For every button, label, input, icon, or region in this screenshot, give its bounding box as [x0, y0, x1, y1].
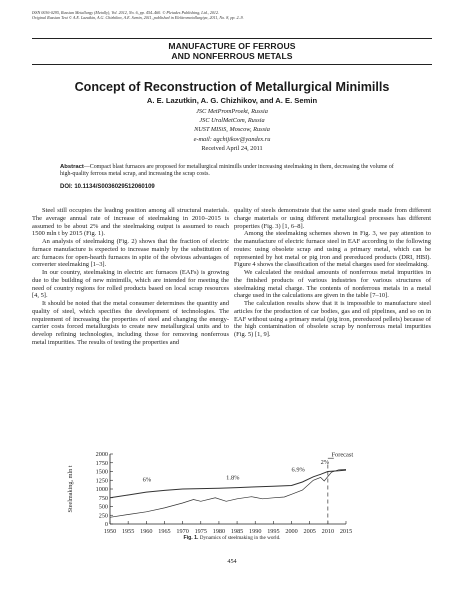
body-column-left	[32, 207, 229, 347]
page-number: 454	[227, 558, 237, 565]
paragraph: We calculated the residual amounts of nonferrous metal impurities in the finished products of various industries for various structures of steelmaking metal charge. The contents of nonferrous metals in a metal charge used in the calculations are given in the table [7–10].	[234, 269, 431, 300]
affiliations	[32, 107, 432, 153]
x-tick-label: 1955	[121, 528, 135, 535]
x-tick-label: 1960	[140, 528, 153, 535]
y-tick-label: 1750	[95, 459, 108, 467]
abstract-text: Compact blast furnaces are proposed for metallurgical minimills under increasing steelmaking in them, decreasing the volume of high-quality ferrous metal scrap, and increasing the scrap costs.	[60, 164, 394, 178]
y-tick-label: 500	[98, 503, 108, 511]
affiliation-2: JSC UralMetCom, Russia	[199, 117, 265, 125]
x-tick-label: 1990	[249, 528, 262, 535]
figure-caption-label: Fig. 1.	[183, 535, 199, 541]
abstract-dash: —	[83, 164, 90, 170]
x-tick-label: 2010	[321, 528, 335, 535]
affiliation-3: NUST MISiS, Moscow, Russia	[194, 126, 270, 134]
section-heading	[32, 42, 432, 61]
paragraph: Among the steelmaking schemes shown in Fig. 3, we pay attention to the manufacture of electric furnace steel in EAF according to the following routes: using obsolete scrap and using a primary metal, which can be represented by hot metal or pig iron and prereduced products (DRI, HBI). Figure 4 shows the classification of the metal charges used for steelmaking.	[234, 230, 431, 269]
journal-header	[32, 10, 432, 20]
body-column-right	[234, 207, 431, 339]
y-tick-label: 1000	[95, 486, 108, 493]
y-tick-label: 1250	[95, 477, 108, 485]
paragraph: The calculation results show that it is impossible to manufacture steel articles for the production of car bodies, gas and oil pipelines, and so on in EAF without using a primary metal (pig iron, prereduced pellets) because of the high contamination of obsolete scrap by nonferrous metal impurities (Fig. 5) [1, 9].	[234, 300, 431, 338]
x-tick-label: 1975	[194, 528, 207, 535]
y-tick-label: 0	[104, 521, 108, 528]
journal-header-line-2: Original Russian Text © A.E. Lazutkin, A.G. Chizhikov, A.E. Semin, 2011, published in Elektrometallurgiya, 2011, No. 8, pp. 2–9.	[32, 15, 244, 20]
paragraph: Steel still occupies the leading position among all structural materials. The average annual rate of increase of steelmaking in 2010–2015 is assumed to be about 2% and the steelmaking output is assumed to reach 1500 mln t by 2015 (Fig. 1).	[32, 207, 229, 238]
x-tick-label: 1985	[230, 528, 244, 535]
figure-caption	[32, 535, 432, 541]
x-tick-label: 2015	[339, 528, 353, 535]
paper-authors: A. E. Lazutkin, A. G. Chizhikov, and A. E. Semin	[146, 96, 318, 105]
chart-annotation: Forecast	[331, 451, 354, 459]
header-rule-bottom	[32, 64, 432, 65]
paragraph: An analysis of steelmaking (Fig. 2) shows that the fraction of electric furnace manufacture is expected to increase mainly by the substitution of arc furnaces for open-hearth furnaces in spite of the obvious advantages of converter steelmaking [1–3].	[32, 238, 229, 269]
paragraph: In our country, steelmaking in electric arc furnaces (EAFs) is growing due to the building of new minimills, which are intended for meeting the need of country regions for rolled products based on local scrap resources [4, 5].	[32, 269, 229, 300]
chart-annotation: 6%	[142, 476, 152, 484]
doi: DOI: 10.1134/S0036029512060109	[60, 184, 155, 190]
y-tick-label: 2000	[95, 451, 108, 458]
paragraph: It should be noted that the metal consumer determines the quantity and quality of steel, which specifies the development of technologies. The requirement of increasing the properties of steel and changing the energy-carrier costs forced metallurgists to create new metallurgical units and to develop refining technologies, including those for removing nonferrous metal impurities. The results of testing the properties and	[32, 300, 229, 346]
x-tick-label: 2005	[303, 528, 316, 535]
section-heading-line-2: AND NONFERROUS METALS	[171, 50, 293, 61]
x-tick-label: 1950	[103, 528, 117, 535]
x-tick-label: 1965	[158, 528, 171, 535]
chart-annotation: 6.9%	[291, 466, 305, 474]
y-tick-label: 250	[98, 512, 108, 520]
abstract	[60, 164, 406, 179]
section-heading-line-1: MANUFACTURE OF FERROUS	[168, 41, 296, 51]
figure-1-chart	[58, 446, 418, 546]
header-rule-top	[32, 38, 432, 39]
journal-header-line-1: ISSN 0036-0295, Russian Metallurgy (Metally), Vol. 2012, No. 6, pp. 454–460. © Pleiades Publishing, Ltd., 2012.	[32, 10, 220, 15]
paragraph: quality of steels demonstrate that the same steel grade made from different charge materials or using different metallurgical processes has different properties (Fig. 3) [1, 6–8].	[234, 207, 431, 230]
abstract-label: Abstract	[60, 164, 84, 170]
affiliation-1: JSC MetPromProekt, Russia	[196, 108, 268, 115]
x-tick-label: 2000	[285, 528, 298, 535]
y-axis-label: Steelmaking, mln t	[67, 465, 74, 513]
x-tick-label: 1995	[267, 528, 280, 535]
x-tick-label: 1980	[212, 528, 226, 535]
author-email: e-mail: agchijikov@yandex.ru	[193, 135, 271, 143]
x-tick-label: 1970	[176, 528, 189, 535]
figure-caption-text: Dynamics of steelmaking in the world.	[199, 535, 281, 541]
received-date: Received April 24, 2011	[201, 144, 263, 152]
paper-title: Concept of Reconstruction of Metallurgical Minimills	[74, 80, 390, 94]
y-tick-label: 1500	[95, 468, 108, 476]
y-tick-label: 750	[98, 494, 108, 502]
chart-annotation: 1.8%	[226, 474, 240, 482]
chart-annotation: 2%	[320, 458, 330, 466]
